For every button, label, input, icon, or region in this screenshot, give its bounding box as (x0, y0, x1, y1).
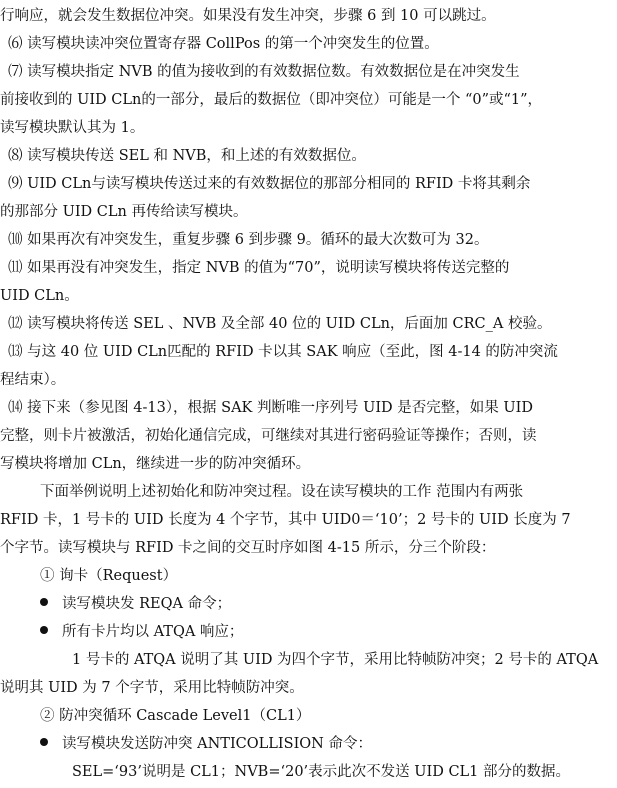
step-11: ⑾ 如果再没有冲突发生，指定 NVB 的值为“70”，说明读写模块将传送完整的 (8, 260, 510, 276)
bullet-text: 读写模块发送防冲突 ANTICOLLISION 命令： (62, 736, 372, 752)
bullet-icon (40, 738, 48, 746)
paragraph-example: 下面举例说明上述初始化和防冲突过程。设在读写模块的工作 范围内有两张 (40, 484, 524, 500)
text-line: RFID 卡，1 号卡的 UID 长度为 4 个字节，其中 UID0＝‘10’；2 号卡的 UID 长度为 7 (0, 512, 571, 528)
step-8: ⑻ 读写模块传送 SEL 和 NVB，和上述的有效数据位。 (8, 148, 366, 164)
text-line: UID CLn。 (0, 288, 79, 304)
bullet-item (40, 619, 243, 645)
bullet-text: 所有卡片均以 ATQA 响应； (62, 624, 244, 640)
bullet-text: 读写模块发 REQA 命令； (62, 596, 232, 612)
step-13: ⒀ 与这 40 位 UID CLn匹配的 RFID 卡以其 SAK 响应（至此，图 4-14 的防冲突流 (8, 344, 558, 360)
step-10: ⑽ 如果再次有冲突发生，重复步骤 6 到步骤 9。循环的最大次数可为 32。 (8, 232, 489, 248)
bullet-icon (40, 598, 48, 606)
step-14: ⒁ 接下来（参见图 4-13），根据 SAK 判断唯一序列号 UID 是否完整，如果 UID (8, 400, 533, 416)
text-line: 完整，则卡片被激活，初始化通信完成，可继续对其进行密码验证等操作；否则，读 (0, 428, 537, 444)
text-line: 个字节。读写模块与 RFID 卡之间的交互时序如图 4-15 所示，分三个阶段： (0, 540, 496, 556)
step-9: ⑼ UID CLn与读写模块传送过来的有效数据位的那部分相同的 RFID 卡将其剩余 (8, 176, 531, 192)
step-12: ⑿ 读写模块将传送 SEL 、NVB 及全部 40 位的 UID CLn，后面加 CRC_A 校验。 (8, 316, 552, 332)
text-line: 说明其 UID 为 7 个字节，采用比特帧防冲突。 (0, 680, 304, 696)
step-6: ⑹ 读写模块读冲突位置寄存器 CollPos 的第一个冲突发生的位置。 (8, 36, 439, 52)
text-line: 写模块将增加 CLn，继续进一步的防冲突循环。 (0, 456, 311, 472)
bullet-icon (40, 626, 48, 634)
bullet-item (40, 731, 372, 757)
step-7: ⑺ 读写模块指定 NVB 的值为接收到的有效数据位数。有效数据位是在冲突发生 (8, 64, 520, 80)
phase-1-heading: ① 询卡（Request） (40, 568, 178, 584)
phase-2-heading: ② 防冲突循环 Cascade Level1（CL1） (40, 708, 311, 724)
text-line: 程结束）。 (0, 372, 66, 388)
text-line: 行响应，就会发生数据位冲突。如果没有发生冲突，步骤 6 到 10 可以跳过。 (0, 8, 496, 24)
bullet-item (40, 591, 231, 617)
text-line: SEL=‘93’说明是 CL1；NVB=‘20’表示此次不发送 UID CL1 部分的数据。 (72, 764, 571, 780)
text-line: 1 号卡的 ATQA 说明了其 UID 为四个字节，采用比特帧防冲突；2 号卡的 ATQA (72, 652, 599, 668)
text-line: 前接收到的 UID CLn的一部分，最后的数据位（即冲突位）可能是一个 “0”或“1”， (0, 92, 543, 108)
text-line: 读写模块默认其为 1。 (0, 120, 145, 136)
text-line: 的那部分 UID CLn 再传给读写模块。 (0, 204, 248, 220)
